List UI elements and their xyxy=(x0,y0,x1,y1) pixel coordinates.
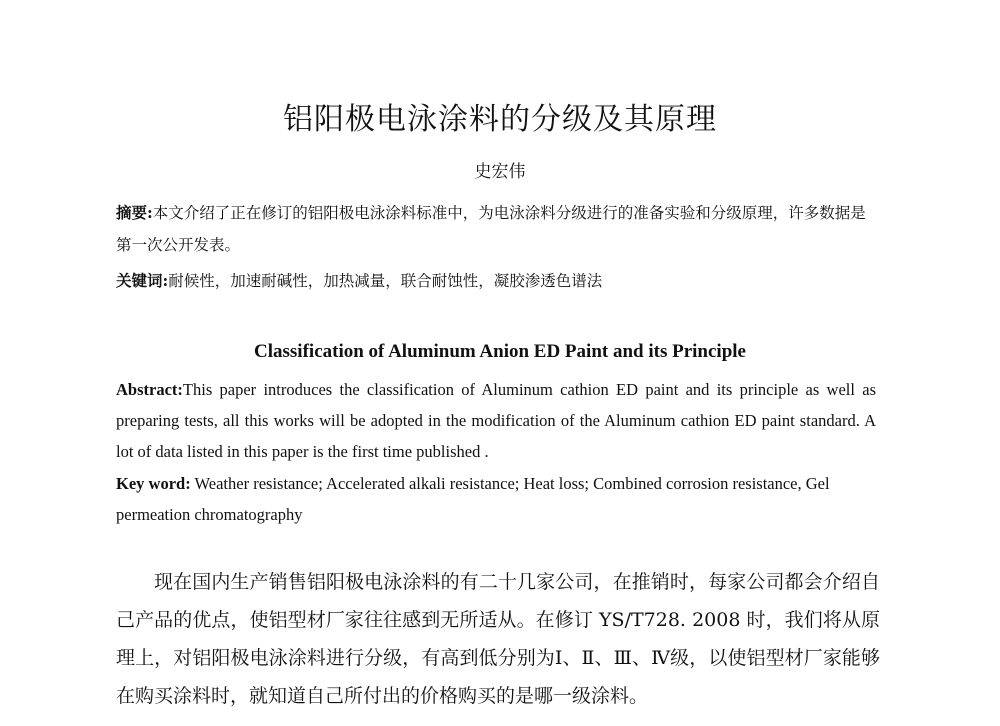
english-keywords-text: Weather resistance; Accelerated alkali resistance; Heat loss; Combined corrosion resistance, Gel permeation chromatography xyxy=(116,474,830,524)
english-title: Classification of Aluminum Anion ED Paint and its Principle xyxy=(254,341,746,362)
chinese-body xyxy=(116,563,880,715)
english-keywords xyxy=(116,468,876,530)
english-abstract-text: This paper introduces the classification of Aluminum cathion ED paint and its principle as well as preparing tests, all this works will be adopted in the modification of the Aluminum cathion ED paint standard. A lot of data listed in this paper is the first time published . xyxy=(116,380,876,461)
body-paragraph: 现在国内生产销售铝阳极电泳涂料的有二十几家公司，在推销时，每家公司都会介绍自己产品的优点，使铝型材厂家往往感到无所适从。在修订 YS/T728. 2008 时，我们将从原理上，对铝阳极电泳涂料进行分级，有高到低分别为Ⅰ、Ⅱ、Ⅲ、Ⅳ级，以使铝型材厂家能够在购买涂料时，就知道自己所付出的价格购买的是哪一级涂料。 xyxy=(116,571,880,707)
chinese-abstract xyxy=(116,197,876,261)
chinese-keywords-text: 耐候性，加速耐碱性，加热减量，联合耐蚀性，凝胶渗透色谱法 xyxy=(168,272,603,290)
chinese-abstract-text: 本文介绍了正在修订的铝阳极电泳涂料标准中，为电泳涂料分级进行的准备实验和分级原理，许多数据是第一次公开发表。 xyxy=(116,204,866,254)
chinese-author: 史宏伟 xyxy=(474,162,526,182)
english-keywords-label: Key word: xyxy=(116,474,191,493)
chinese-abstract-label: 摘要: xyxy=(116,203,153,222)
english-abstract-label: Abstract: xyxy=(116,380,183,399)
chinese-keywords-label: 关键词: xyxy=(116,271,169,290)
chinese-title: 铝阳极电泳涂料的分级及其原理 xyxy=(283,102,717,137)
chinese-keywords xyxy=(116,267,876,295)
english-abstract xyxy=(116,374,876,467)
